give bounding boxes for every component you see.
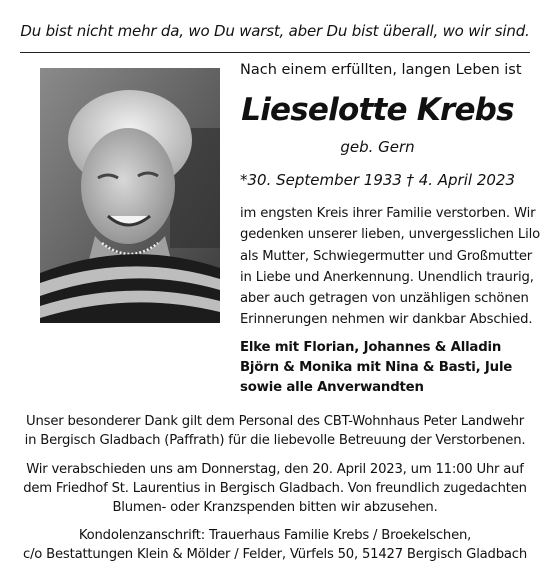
thanks-line: Unser besonderer Dank gilt dem Personal des CBT-Wohnhaus Peter Landwehr bbox=[26, 414, 524, 429]
obituary-line: aber auch getragen von unzähligen schönen bbox=[240, 291, 529, 307]
divider-top bbox=[20, 52, 530, 53]
life-dates bbox=[240, 171, 515, 189]
obituary-line: gedenken unserer lieben, unvergesslichen Lilo bbox=[240, 227, 541, 243]
portrait-image bbox=[40, 68, 220, 323]
funeral-line: Wir verabschieden uns am Donnerstag, den 20. April 2023, um 11:00 Uhr auf bbox=[26, 462, 524, 477]
address-line: Kondolenzanschrift: Trauerhaus Familie Krebs / Broekelschen, bbox=[78, 528, 472, 543]
thanks-line: in Bergisch Gladbach (Paffrath) für die liebevolle Betreuung der Verstorbenen. bbox=[24, 433, 526, 448]
address-line: c/o Bestattungen Klein & Mölder / Felder, Vürfels 50, 51427 Bergisch Gladbach bbox=[23, 547, 527, 562]
funeral-line: Blumen- oder Kranzspenden bitten wir abzusehen. bbox=[112, 500, 438, 515]
birth-name: geb. Gern bbox=[340, 138, 415, 156]
birth-date: *30. September 1933 bbox=[240, 171, 402, 189]
death-date: † 4. April 2023 bbox=[406, 171, 515, 189]
motto: Du bist nicht mehr da, wo Du warst, aber Du bist überall, wo wir sind. bbox=[20, 22, 530, 40]
mourners-list bbox=[240, 338, 515, 398]
funeral-text bbox=[0, 460, 550, 517]
portrait-photo bbox=[40, 68, 220, 323]
mourner-line: Elke mit Florian, Johannes & Alladin bbox=[240, 340, 502, 355]
deceased-name: Lieselotte Krebs bbox=[241, 92, 514, 128]
mourner-line: Björn & Monika mit Nina & Basti, Jule bbox=[240, 360, 513, 375]
address-text bbox=[0, 526, 550, 564]
mourner-line: sowie alle Anverwandten bbox=[240, 380, 424, 395]
obituary-line: Erinnerungen nehmen wir dankbar Abschied. bbox=[240, 312, 533, 328]
intro-text: Nach einem erfüllten, langen Leben ist bbox=[240, 62, 522, 78]
obituary-line: als Mutter, Schwiegermutter und Großmutter bbox=[240, 248, 533, 264]
thanks-text bbox=[0, 412, 550, 450]
funeral-line: dem Friedhof St. Laurentius in Bergisch Gladbach. Von freundlich zugedachten bbox=[23, 481, 527, 496]
obituary-text bbox=[240, 203, 541, 331]
obituary-line: im engsten Kreis ihrer Familie verstorben. Wir bbox=[240, 206, 536, 221]
obituary-line: in Liebe und Anerkennung. Unendlich traurig, bbox=[240, 269, 534, 285]
